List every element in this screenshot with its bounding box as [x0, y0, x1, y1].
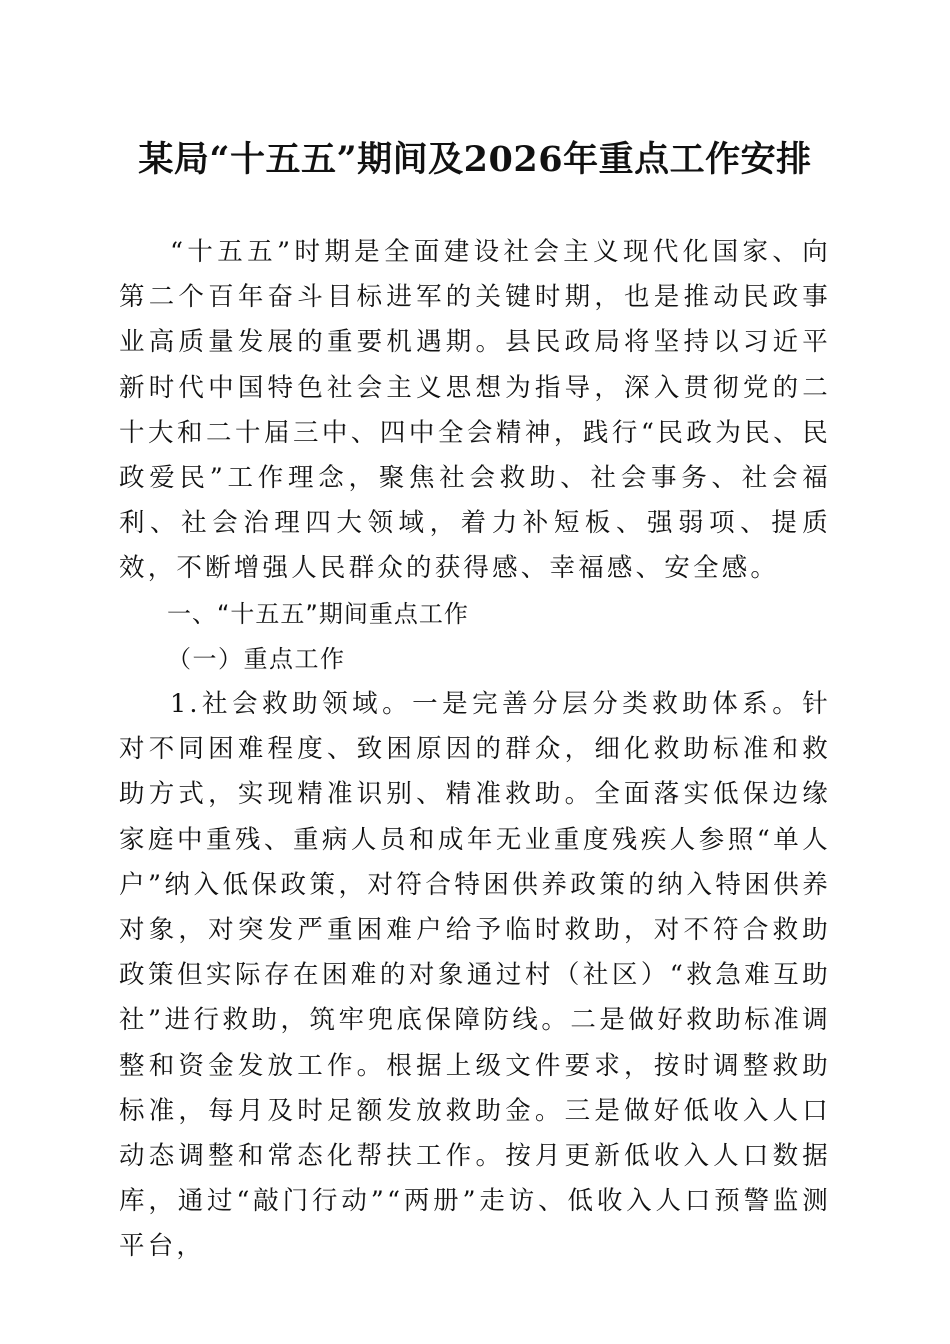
item-paragraph: 1.社会救助领域。一是完善分层分类救助体系。针对不同困难程度、致困原因的群众，细化救助标准和救助方式，实现精准识别、精准救助。全面落实低保边缘家庭中重残、重病人员和成年无业重度残疾人参照“单人户”纳入低保政策，对符合特困供养政策的纳入特困供养对象，对突发严重困难户给予临时救助，对不符合救助政策但实际存在困难的对象通过村（社区）“救急难互助社”进行救助，筑牢兜底保障防线。二是做好救助标准调整和资金发放工作。根据上级文件要求，按时调整救助标准，每月及时足额发放救助金。三是做好低收入人口动态调整和常态化帮扶工作。按月更新低收入人口数据库，通过“敲门行动”“两册”走访、低收入人口预警监测平台， [119, 689, 831, 1262]
document-body [119, 230, 831, 1270]
document-title: 某局“十五五”期间及2026年重点工作安排 [138, 139, 812, 180]
intro-paragraph: “十五五”时期是全面建设社会主义现代化国家、向第二个百年奋斗目标进军的关键时期，也是推动民政事业高质量发展的重要机遇期。县民政局将坚持以习近平新时代中国特色社会主义思想为指导，深入贯彻党的二十大和二十届三中、四中全会精神，践行“民政为民、民政爱民”工作理念，聚焦社会救助、社会事务、社会福利、社会治理四大领域，着力补短板、强弱项、提质效，不断增强人民群众的获得感、幸福感、安全感。 [119, 237, 831, 584]
subsection-heading: （一）重点工作 [167, 644, 346, 673]
section-heading: 一、“十五五”期间重点工作 [167, 599, 469, 628]
